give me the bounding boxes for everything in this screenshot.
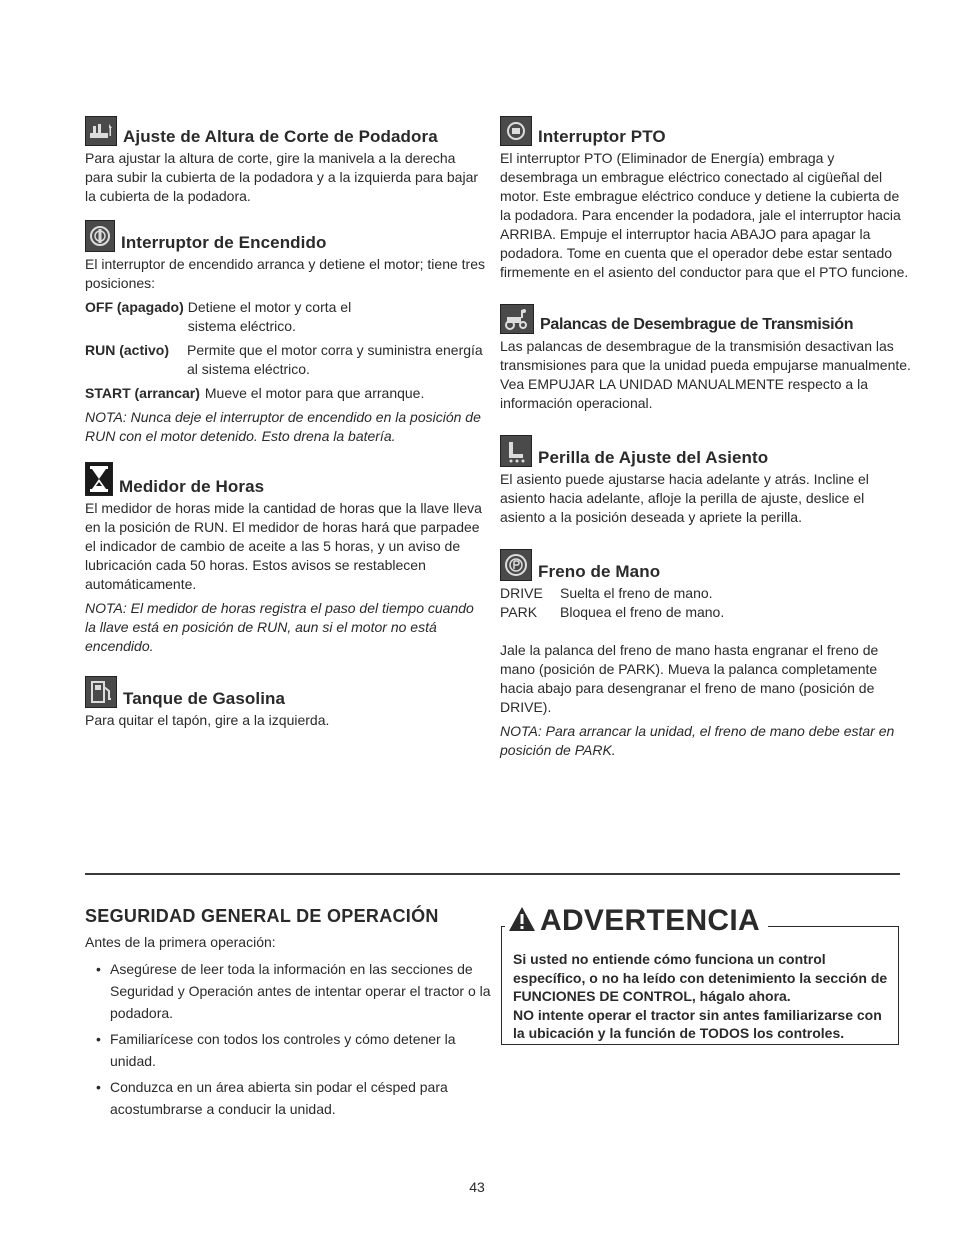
left-column <box>85 112 487 730</box>
list-item-text: Asegúrese de leer toda la información en las secciones de Seguridad y Operación antes de intentar operar el tractor o la podadora. <box>110 961 491 1021</box>
section-parking-brake <box>500 549 912 760</box>
position-desc: Permite que el motor corra y suministra energía al sistema eléctrico. <box>187 342 483 377</box>
section-pto <box>500 116 912 282</box>
tractor-freewheel-icon <box>500 304 534 334</box>
position-desc: Detiene el motor y corta el sistema eléctrico. <box>187 299 352 334</box>
general-safety-section <box>85 906 495 1124</box>
mower-height-icon <box>85 116 117 146</box>
section-note: NOTA: Nunca deje el interruptor de encendido en la posición de RUN con el motor detenido. Esto drena la batería. <box>85 409 481 444</box>
safety-title: SEGURIDAD GENERAL DE OPERACIÓN <box>85 906 439 926</box>
section-title: Perilla de Ajuste del Asiento <box>538 448 769 467</box>
section-body: El medidor de horas mide la cantidad de horas que la llave lleva en la posición de RUN. El medidor de horas hará que parpadee el indicador de cambio de aceite a las 5 horas, y un aviso de lubricación cada 50 horas. Estos avisos se restablecen automáticamente. <box>85 500 482 592</box>
section-seat-knob <box>500 435 912 527</box>
seat-adjust-icon <box>500 435 532 467</box>
position-desc: Mueve el motor para que arranque. <box>204 385 425 401</box>
section-body: El interruptor de encendido arranca y detiene el motor; tiene tres posiciones: <box>85 256 486 291</box>
brake-position-park <box>500 603 912 622</box>
pto-icon <box>500 116 532 146</box>
section-title: Freno de Mano <box>538 562 661 581</box>
section-note: NOTA: El medidor de horas registra el paso del tiempo cuando la llave está en posición de RUN, aun si el motor no está encendido. <box>85 600 474 654</box>
hourglass-icon <box>85 462 113 496</box>
section-fuel-tank <box>85 676 487 730</box>
position-desc: Bloquea el freno de mano. <box>560 604 725 620</box>
list-item: • Conduzca en un área abierta sin podar el césped para acostumbrarse a conducir la unidad. <box>96 1079 448 1117</box>
section-body: Para ajustar la altura de corte, gire la manivela a la derecha para subir la cubierta de la podadora y a la izquierda para bajar la cubierta de la podadora. <box>85 150 479 204</box>
position-term: OFF (apagado) <box>85 299 184 315</box>
section-body: Para quitar el tapón, gire a la izquierda. <box>85 712 330 728</box>
safety-list <box>85 958 495 1120</box>
section-title: Palancas de Desembrague de Transmisión <box>540 316 854 333</box>
section-divider <box>85 873 900 875</box>
section-hour-meter <box>85 462 487 656</box>
section-title: Medidor de Horas <box>119 477 265 496</box>
warning-text-1: Si usted no entiende cómo funciona un control específico, o no ha leído con detenimiento la sección de FUNCIONES DE CONTROL, hágalo ahora. <box>513 951 888 1004</box>
section-mower-height <box>85 116 487 206</box>
safety-intro: Antes de la primera operación: <box>85 934 276 950</box>
position-term: DRIVE <box>500 585 543 601</box>
position-term: RUN (activo) <box>85 342 170 358</box>
warning-header <box>505 904 768 938</box>
ignition-position-off <box>85 298 487 336</box>
section-body: Las palancas de desembrague de la transmisión desactivan las transmisiones para que la unidad pueda empujarse manualmente. Vea EMPUJAR LA UNIDAD MANUALMENTE respecto a la información operacional. <box>500 338 911 411</box>
parking-brake-icon <box>500 549 532 581</box>
section-title: Ajuste de Altura de Corte de Podadora <box>123 127 438 146</box>
list-item: • Familiarícese con todos los controles y cómo detener la unidad. <box>96 1031 456 1069</box>
section-ignition <box>85 220 487 446</box>
section-transmission-levers <box>500 304 912 413</box>
section-title: Interruptor de Encendido <box>121 233 327 252</box>
section-body: El asiento puede ajustarse hacia adelante y atrás. Incline el asiento hacia adelante, afloje la perilla de ajuste, deslice el asiento a la posición deseada y apriete la perilla. <box>500 471 869 525</box>
warning-title: ADVERTENCIA <box>540 904 760 937</box>
section-body: El interruptor PTO (Eliminador de Energía) embraga y desembraga un embrague eléctrico conectado al cigüeñal del motor. Este embrague eléctrico conduce y detiene la cubierta de la podadora. Para encender la podadora, jale el interruptor hacia ARRIBA. Empuje el interruptor hacia ABAJO para apagar la podadora. Tome en cuenta que el operador debe estar sentado firmemente en el asiento del conductor para que el PTO funcione. <box>500 150 909 280</box>
list-item: • Asegúrese de leer toda la información en las secciones de Seguridad y Operación antes de intentar operar el tractor o la podadora. <box>96 961 491 1021</box>
position-term: PARK <box>500 604 538 620</box>
position-desc: Suelta el freno de mano. <box>560 585 713 601</box>
section-title: Tanque de Gasolina <box>123 689 286 708</box>
brake-position-drive <box>500 584 912 603</box>
list-item-text: Familiarícese con todos los controles y cómo detener la unidad. <box>110 1031 456 1069</box>
section-title: Interruptor PTO <box>538 127 666 146</box>
warning-body <box>513 950 893 1043</box>
warning-triangle-icon <box>507 905 537 938</box>
fuel-pump-icon <box>85 676 117 708</box>
ignition-key-icon <box>85 220 115 252</box>
ignition-position-run <box>85 341 487 379</box>
section-note: NOTA: Para arrancar la unidad, el freno de mano debe estar en posición de PARK. <box>500 723 895 758</box>
ignition-position-start <box>85 384 487 403</box>
list-item-text: Conduzca en un área abierta sin podar el césped para acostumbrarse a conducir la unidad. <box>110 1079 448 1117</box>
section-body: Jale la palanca del freno de mano hasta engranar el freno de mano (posición de PARK). Mueva la palanca completamente hacia abajo para desengranar el freno de mano (posición de DRIVE). <box>500 642 879 715</box>
right-column <box>500 112 912 760</box>
position-term: START (arrancar) <box>85 385 200 401</box>
page-number: 43 <box>469 1179 485 1195</box>
warning-text-2: NO intente operar el tractor sin antes familiarizarse con la ubicación y la función de TODOS los controles. <box>513 1006 882 1041</box>
